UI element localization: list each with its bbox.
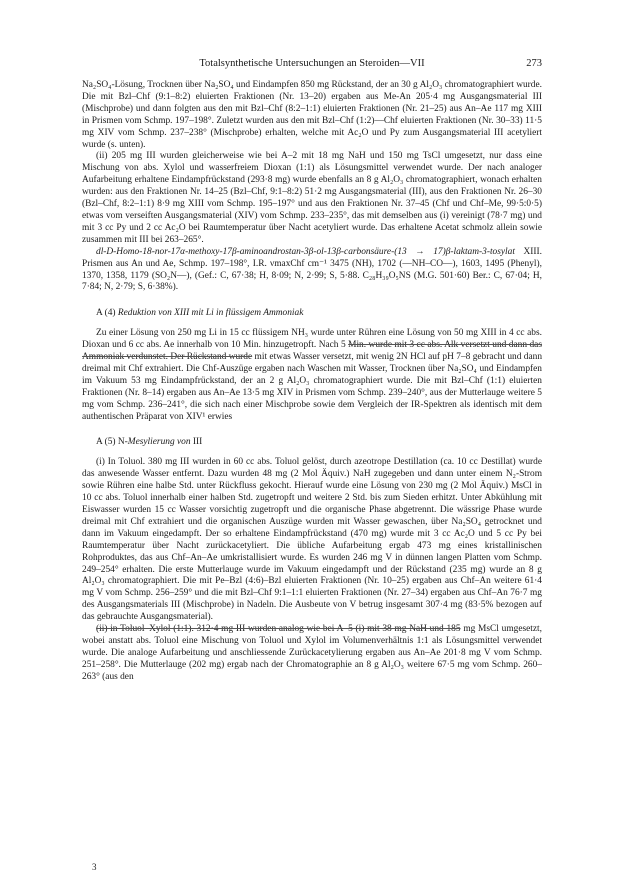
compound-name: dl-D-Homo-18-nor-17α-methoxy-17β-aminoandrostan-3β-ol-13β-carbonsäure-(13 → 17)β-laktam-3-tosylat [96, 246, 515, 257]
section-suffix: III [190, 437, 203, 448]
paragraph [82, 328, 542, 423]
compound-data: XIII. Prismen aus An und Ae, Schmp. 197–198°, I.R. νmaxChf cm⁻¹ 3475 (NH), 1702 (—NH–CO—), 1603, 1495 (Phenyl), 1370, 1358, 1179 (SO₂N—), (Gef.: C, 67·38; H, 8·09; N, 2·99; S, 5·88. C₂₈H₃₉O₅NS (M.G. 501·60) Ber.: C, 67·04; H, 7·84; N, 2·79; S, 6·38%). [82, 246, 543, 293]
section-title: Reduktion von XIII mit Li in flüssigem Ammoniak [117, 308, 304, 319]
struck-text: Min. wurde mit 3 cc abs. Alk versetzt und dann das Ammoniak verdunstet. Der Rückstand wurde [82, 340, 542, 363]
paragraph: (i) In Toluol. 380 mg III wurden in 60 cc abs. Toluol gelöst, durch azeotrope Destillation (ca. 10 cc Destillat) wurde das anwesende Wasser entfernt. Dazu wurden 48 mg (2 Mol Äquiv.) NaH zugegeben und dann unter einem N₂-Strom sowie Rühren eine halbe Std. unter Rückfluss gekocht. Hierauf wurde eine Lösung von 230 mg (2 Mol Äquiv.) MsCl in 10 cc abs. Toluol innerhalb einer halben Std. zugetropft und weitere 2 Std. bis zum Sieden erhitzt. Unter Abkühlung mit Eiswasser wurden 15 cc Wasser vorsichtig zugetropft und die organische Phase abgetrennt. Die wässrige Phase wurde dreimal mit Chf extrahiert und die organischen Auszüge wurden mit Wasser gewaschen, über Na₂SO₄ getrocknet und dann im Vakuum eingedampft. Der so erhaltene Eindampfrückstand (470 mg) wurde mit 3 cc Ac₂O und 5 cc Py bei Raumtemperatur über Nacht zurückacetyliert. Die übliche Aufarbeitung ergab 473 mg eines kristallinischen Rohproduktes, das aus Chf–An–Ae umkristallisiert wurde. Es wurden 246 mg V in dünnen langen Platten vom Schmp. 249–254° erhalten. Die erste Mutterlauge wurde im Vakuum eingedampft und der Rückstand (235 mg) wurde an 8 g Al₂O₃ chromatographiert. Die mit Pe–Bzl (4:6)–Bzl eluierten Fraktionen (Nr. 10–25) ergaben aus Chf–An weitere 61·4 mg V vom Schmp. 256–259° und die mit Bzl–Chf 9:1–1:1 eluierten Fraktionen (Nr. 27–34) ergaben aus Chf–An 76·7 mg des Ausgangsmaterials III (Mischprobe) in Nadeln. Die Ausbeute von V betrug insgesamt 307·4 mg (83·5% bezogen auf das gebrauchte Ausgangsmaterial). [82, 457, 542, 623]
paragraph: (ii) 205 mg III wurden gleicherweise wie bei A–2 mit 18 mg NaH und 150 mg TsCl umgesetzt, nur dass eine Mischung von abs. Xylol und wasserfreiem Dioxan (1:1) als Lösungsmittel verwendet wurde. Der nach analoger Aufarbeitung erhaltene Eindampfrückstand (293·8 mg) wurde ebenfalls an 8 g Al₂O₃ chromatographiert, wonach erhalten wurden: aus den Fraktionen Nr. 14–25 (Bzl–Chf, 9:1–8:2) 51·2 mg Ausgangsmaterial (III), aus den Fraktionen Nr. 26–30 (Bzl–Chf, 8:2–1:1) 8·9 mg XIII vom Schmp. 195–197° und aus den Fraktionen Nr. 37–45 (Chf und Chf–Me, 99·5:0·5) etwas vom verseiften Ausgangsmaterial (XIV) vom Schmp. 233–235°, das mit demselben aus (i) vereinigt (78·7 mg) und mit 3 cc Py und 2 cc Ac₂O bei Raumtemperatur über Nacht acetyliert wurde. Das erhaltene Acetat schmolz allein sowie zusammen mit III bei 263–265°. [82, 151, 542, 245]
page-number: 273 [526, 58, 542, 69]
section-heading [82, 308, 542, 320]
struck-text: (ii) in Toluol–Xylol (1:1). 312·4 mg III wurden analog wie bei A–5 (i) mit 38 mg NaH und 185 [96, 624, 461, 635]
section-label: A (4) [96, 308, 118, 319]
paragraph-text: mg MsCl umgesetzt, wobei anstatt abs. Toluol eine Mischung von Toluol und Xylol im Volumenverhältnis 1:1 als Lösungsmittel verwendet wurde. Die analoge Aufarbeitung und anschliessende Zurückacetylierung ergaben aus An–Ae 201·8 mg V vom Schmp. 251–258°. Die Mutterlauge (202 mg) ergab nach der Chromatographie an 8 g Al₂O₃ weitere 67·5 mg vom Schmp. 260–263° (aus den [82, 624, 543, 682]
section-heading [82, 437, 542, 449]
section-title: Mesylierung von [127, 437, 191, 448]
compound-paragraph [82, 247, 542, 295]
body-text [82, 80, 542, 684]
paragraph: Na₂SO₄-Lösung, Trocknen über Na₂SO₄ und Eindampfen 850 mg Rückstand, der an 30 g Al₂O₃ chromatographiert wurde. Die mit Bzl–Chf (9:1–8:2) eluierten Fraktionen (Nr. 13–20) ergaben aus Me-An 205·4 mg Ausgangsmaterial III (Mischprobe) und dann folgten aus den mit Bzl–Chf (8:2–1:1) eluierten Fraktionen (Nr. 21–25) aus An–Ae 117 mg XIII in Prismen vom Schmp. 197–198°. Zuletzt wurden aus den mit Bzl–Chf (1:2)—Chf eluierten Fraktionen (Nr. 30–33) 11·5 mg XIV vom Schmp. 237–238° (Mischprobe) erhalten, welche mit Ac₂O und Py zum Ausgangsmaterial III acetyliert wurde (s. unten). [82, 80, 542, 150]
running-title: Totalsynthetische Untersuchungen an Steroiden—VII [199, 58, 425, 69]
section-label: A (5) N- [96, 437, 128, 448]
paragraph [82, 624, 542, 684]
footer-mark: 3 [92, 862, 97, 872]
paragraph-text: Zu einer Lösung von 250 mg Li in 15 cc flüssigem NH₃ wurde unter Rühren eine Lösung von 50 mg XIII in 4 cc abs. Dioxan und 6 cc abs. Ae innerhalb von 10 Min. hinzugetropft. Nach 5 [82, 328, 542, 351]
paragraph-text: mit etwas Wasser versetzt, mit wenig 2N HCl auf pH 7–8 gebracht und dann dreimal mit Chf extrahiert. Die Chf-Auszüge ergaben nach Waschen mit Wasser, Trocknen über Na₂SO₄ und Eindampfen im Vakuum 53 mg Eindampfrückstand, der an 2 g Al₂O₃ chromatographiert wurde. Die mit Bzl–Chf (1:1) eluierten Fraktionen (Nr. 8–14) ergaben aus An–Ae 13·5 mg XIV in Prismen vom Schmp. 239–240°, aus der Mutterlauge weitere 5 mg vom Schmp. 236–241°, die sich nach einer Mischprobe sowie dem Vergleich der IR-Spektren als identisch mit dem authentischen Präparat von XIV¹ erwies [82, 352, 543, 422]
